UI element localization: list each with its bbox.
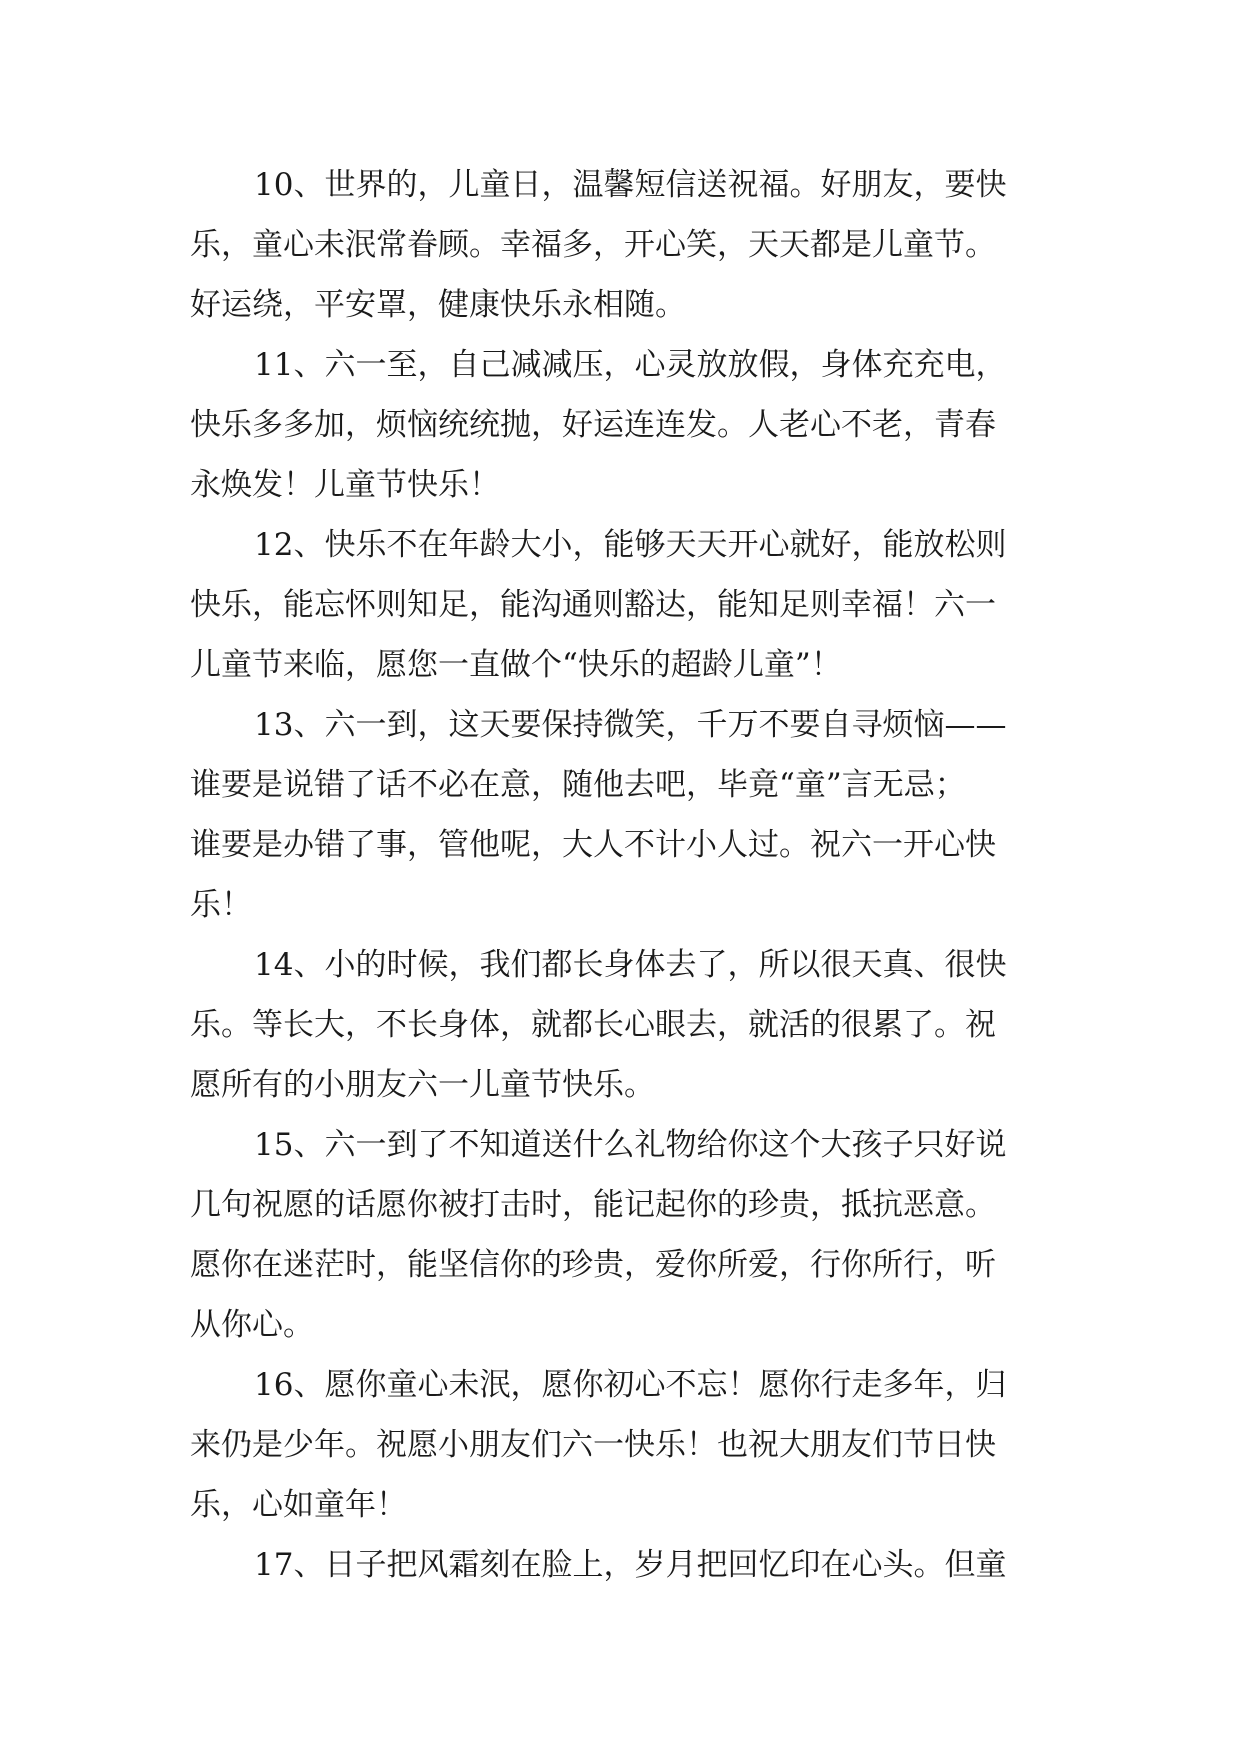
paragraph-10 [190, 155, 1060, 335]
paragraph-line: 乐。等长大，不长身体，就都长心眼去，就活的很累了。祝 [190, 1007, 996, 1043]
paragraph-12 [190, 515, 1060, 695]
paragraph-line: 17、日子把风霜刻在脸上，岁月把回忆印在心头。但童 [254, 1547, 1007, 1583]
paragraph-line: 快乐，能忘怀则知足，能沟通则豁达，能知足则幸福！六一 [190, 587, 996, 623]
paragraph-line: 谁要是办错了事，管他呢，大人不计小人过。祝六一开心快 [190, 827, 996, 863]
paragraph-line: 16、愿你童心未泯，愿你初心不忘！愿你行走多年，归 [254, 1367, 1007, 1403]
paragraph-line: 好运绕，平安罩，健康快乐永相随。 [190, 287, 686, 323]
document-body [190, 155, 1060, 1595]
paragraph-line: 12、快乐不在年龄大小，能够天天开心就好，能放松则 [254, 527, 1007, 563]
paragraph-17 [190, 1535, 1060, 1595]
paragraph-line: 乐！ [190, 887, 252, 923]
paragraph-line: 10、世界的，儿童日，温馨短信送祝福。好朋友，要快 [254, 167, 1007, 203]
paragraph-line: 愿所有的小朋友六一儿童节快乐。 [190, 1067, 655, 1103]
paragraph-13 [190, 695, 1060, 935]
paragraph-line: 愿你在迷茫时，能坚信你的珍贵，爱你所爱，行你所行，听 [190, 1247, 996, 1283]
paragraph-16 [190, 1355, 1060, 1535]
paragraph-14 [190, 935, 1060, 1115]
paragraph-line: 永焕发！儿童节快乐！ [190, 467, 500, 503]
paragraph-11 [190, 335, 1060, 515]
paragraph-line: 13、六一到，这天要保持微笑，千万不要自寻烦恼—— [254, 707, 1007, 743]
paragraph-line: 儿童节来临，愿您一直做个“快乐的超龄儿童”！ [190, 647, 842, 683]
paragraph-line: 快乐多多加，烦恼统统抛，好运连连发。人老心不老，青春 [190, 407, 996, 443]
paragraph-line: 14、小的时候，我们都长身体去了，所以很天真、很快 [254, 947, 1007, 983]
paragraph-line: 谁要是说错了话不必在意，随他去吧，毕竟“童”言无忌； [190, 767, 966, 803]
paragraph-line: 几句祝愿的话愿你被打击时，能记起你的珍贵，抵抗恶意。 [190, 1187, 996, 1223]
paragraph-line: 15、六一到了不知道送什么礼物给你这个大孩子只好说 [254, 1127, 1007, 1163]
paragraph-line: 从你心。 [190, 1307, 314, 1343]
paragraph-line: 乐，童心未泯常眷顾。幸福多，开心笑，天天都是儿童节。 [190, 227, 996, 263]
paragraph-line: 11、六一至，自己减减压，心灵放放假，身体充充电， [254, 347, 1007, 383]
paragraph-line: 来仍是少年。祝愿小朋友们六一快乐！也祝大朋友们节日快 [190, 1427, 996, 1463]
paragraph-15 [190, 1115, 1060, 1355]
paragraph-line: 乐，心如童年！ [190, 1487, 407, 1523]
